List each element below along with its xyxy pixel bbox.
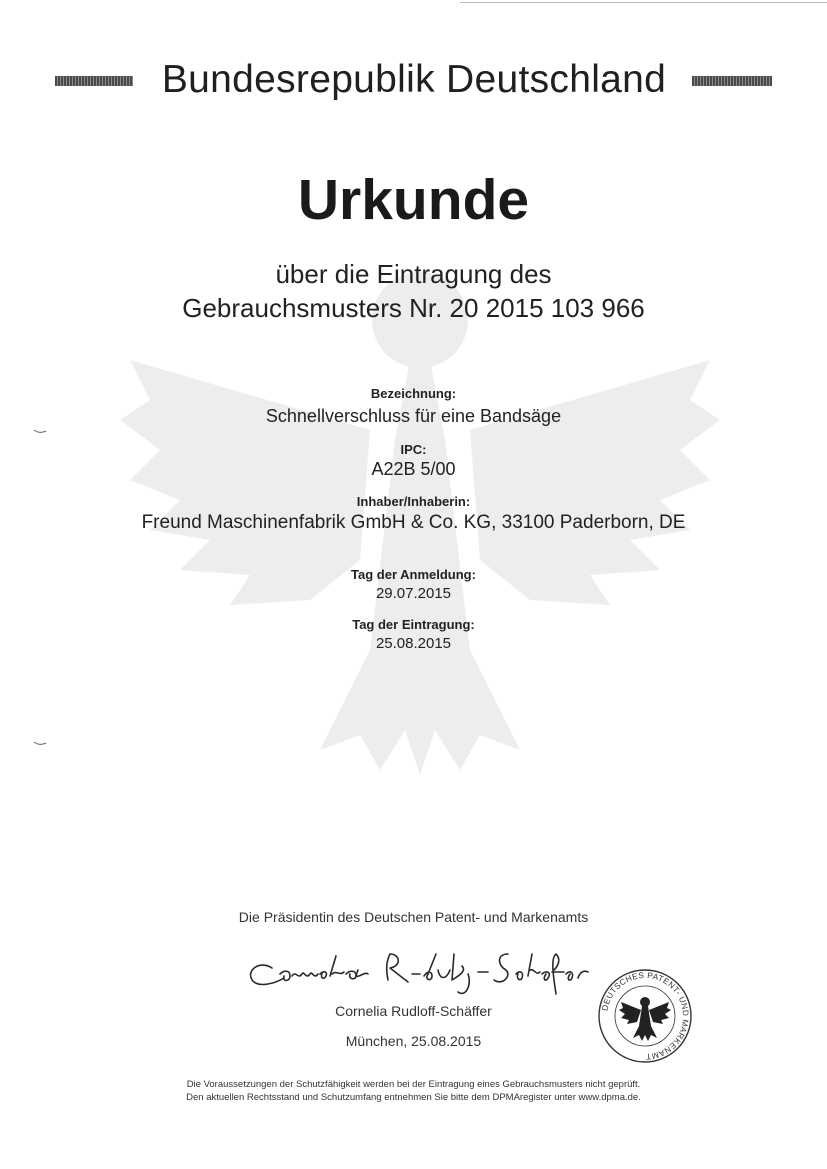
eintragung-label: Tag der Eintragung: [352, 617, 475, 632]
margin-mark [33, 740, 47, 746]
signer-name: Cornelia Rudloff-Schäffer [335, 1003, 492, 1019]
document-title: Urkunde [297, 168, 530, 232]
eintragung-value: 25.08.2015 [375, 635, 452, 652]
margin-mark [33, 428, 47, 434]
seal-ring-text: DEUTSCHES PATENT- UND MARKENAMT [600, 970, 691, 1062]
subtitle-line-2: Gebrauchsmusters Nr. 20 2015 103 966 [182, 293, 645, 323]
bezeichnung-value: Schnellverschluss für eine Bandsäge [265, 406, 562, 426]
ipc-value: A22B 5/00 [371, 459, 456, 479]
anmeldung-label: Tag der Anmeldung: [351, 567, 476, 582]
header-rule-left [55, 76, 133, 86]
footer-note-line-1: Die Voraussetzungen der Schutzfähigkeit werden bei der Eintragung eines Gebrauchsmusters nicht geprüft. [186, 1079, 641, 1090]
place-date: München, 25.08.2015 [345, 1033, 482, 1049]
bezeichnung-label: Bezeichnung: [370, 386, 457, 401]
subtitle-line-1: über die Eintragung des [275, 259, 552, 289]
dpma-seal-icon [597, 968, 693, 1064]
handwritten-signature [240, 940, 590, 1008]
country-title: Bundesrepublik Deutschland [161, 58, 667, 101]
inhaber-value: Freund Maschinenfabrik GmbH & Co. KG, 33100 Paderborn, DE [141, 512, 686, 533]
scan-edge-line [460, 2, 827, 3]
footer-note-line-2: Den aktuellen Rechtsstand und Schutzumfang entnehmen Sie bitte dem DPMAregister unter www.dpma.de. [186, 1092, 641, 1103]
header-rule-right [692, 76, 772, 86]
header [0, 55, 827, 105]
president-line: Die Präsidentin des Deutschen Patent- und Markenamts [238, 909, 589, 925]
anmeldung-value: 29.07.2015 [375, 585, 452, 602]
ipc-label: IPC: [400, 442, 427, 457]
inhaber-label: Inhaber/Inhaberin: [356, 494, 471, 509]
